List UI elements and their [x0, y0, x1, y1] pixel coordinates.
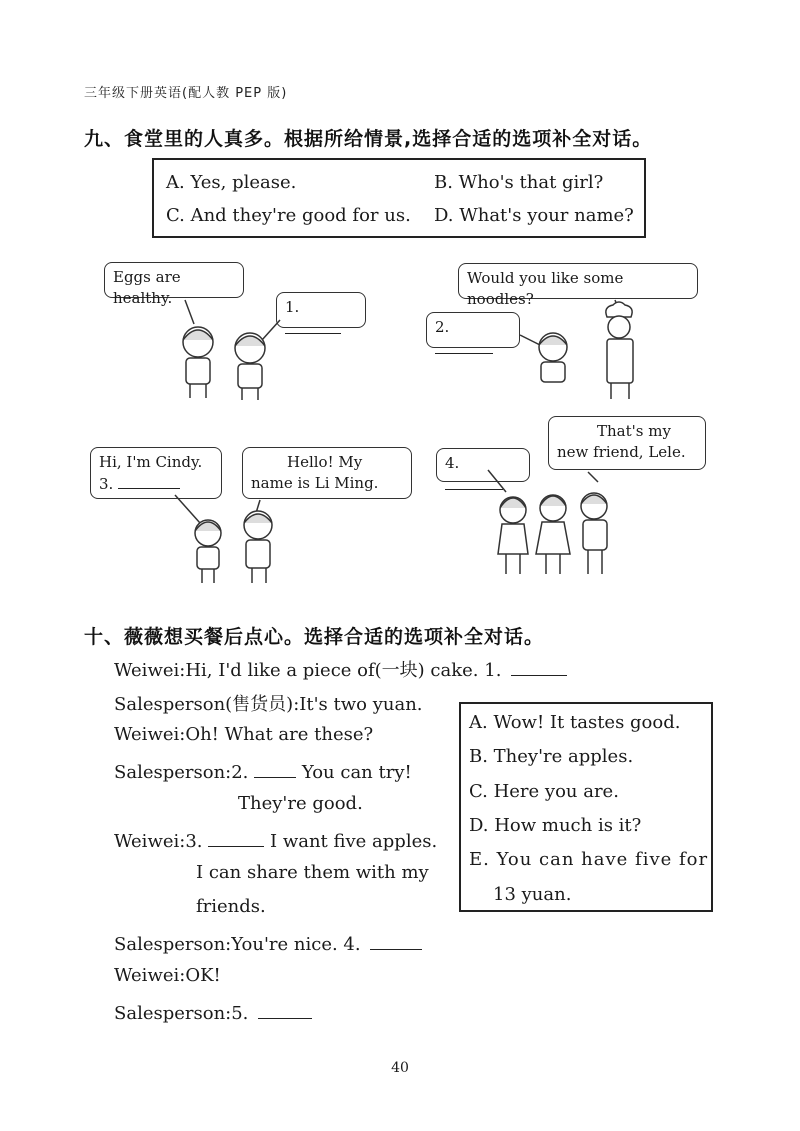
scene2-illustration [515, 295, 655, 405]
scene3-speech-bubble-right [242, 447, 412, 499]
speaker: Salesperson: [114, 934, 232, 955]
page-number: 40 [391, 1060, 409, 1076]
dialog-line-6 [114, 931, 422, 955]
speaker: Weiwei: [114, 831, 186, 852]
dialog-number: 3. [185, 831, 203, 852]
section-9-title: 九、食堂里的人真多。根据所给情景,选择合适的选项补全对话。 [84, 128, 653, 150]
speaker: Weiwei: [114, 660, 186, 681]
answer-blank-10-1[interactable] [511, 657, 567, 676]
scene2-blank-number: 2. [435, 318, 450, 336]
dialog-text: Oh! What are these? [185, 724, 374, 745]
option-b: B. Who's that girl? [434, 172, 604, 193]
section-10-option-box [459, 702, 713, 912]
speaker: Salesperson: [114, 1003, 232, 1024]
option-e-continued: 13 yuan. [493, 884, 572, 905]
scene4-illustration [488, 470, 628, 585]
dialog-line-7 [114, 965, 221, 986]
option-e: E. You can have five for [469, 849, 709, 870]
scene3-blank-number: 3. [99, 475, 114, 493]
option-a: A. Wow! It tastes good. [469, 712, 681, 733]
dialog-number: 2. [231, 762, 249, 783]
scene4-blank-number: 4. [445, 454, 460, 472]
dialog-line-5c: friends. [196, 896, 266, 917]
answer-blank-10-3[interactable] [208, 828, 264, 847]
scene2-speech-bubble-left [426, 312, 520, 348]
speaker: Salesperson(售货员): [114, 694, 300, 715]
dialog-line-8 [114, 1000, 312, 1024]
option-b: B. They're apples. [469, 746, 634, 767]
speaker: Salesperson: [114, 762, 232, 783]
scene3-bubble-greeting: Hi, I'm Cindy. [99, 453, 203, 471]
dialog-text: OK! [185, 965, 221, 986]
dialog-line-5b: I can share them with my [196, 862, 429, 883]
scene3-illustration [170, 495, 290, 590]
option-c: C. Here you are. [469, 781, 619, 802]
dialog-line-4b: They're good. [238, 793, 363, 814]
section-10-title: 十、薇薇想买餐后点心。选择合适的选项补全对话。 [84, 626, 545, 648]
dialog-number: 5. [231, 1003, 249, 1024]
dialog-text: You're nice. 4. [231, 934, 361, 955]
answer-blank-10-2[interactable] [254, 759, 296, 778]
speaker: Weiwei: [114, 724, 186, 745]
option-c: C. And they're good for us. [166, 205, 411, 226]
answer-blank-3[interactable] [118, 473, 180, 489]
answer-blank-10-5[interactable] [258, 1000, 312, 1019]
scene3-bubble-text: Hello! My name is Li Ming. [251, 453, 379, 492]
option-d: D. How much is it? [469, 815, 642, 836]
scene4-bubble-text: That's my new friend, Lele. [557, 422, 686, 461]
dialog-text: I want five apples. [269, 831, 438, 852]
section-9-option-box [152, 158, 646, 238]
book-header: 三年级下册英语(配人教 PEP 版) [84, 86, 288, 101]
answer-blank-2[interactable] [435, 338, 493, 354]
option-a: A. Yes, please. [166, 172, 297, 193]
dialog-text: You can try! [301, 762, 412, 783]
answer-blank-10-4[interactable] [370, 931, 422, 950]
option-d: D. What's your name? [434, 205, 634, 226]
scene2-bubble-text: Would you like some noodles? [467, 269, 624, 308]
dialog-line-5 [114, 828, 437, 852]
dialog-line-4 [114, 759, 412, 783]
dialog-text: Hi, I'd like a piece of(一块) cake. 1. [185, 660, 502, 681]
scene2-speech-bubble-right [458, 263, 698, 308]
dialog-line-2 [114, 690, 423, 716]
speaker: Weiwei: [114, 965, 186, 986]
dialog-line-3 [114, 724, 373, 745]
dialog-line-1 [114, 656, 567, 682]
scene1-blank-number: 1. [285, 298, 300, 316]
dialog-text: It's two yuan. [299, 694, 423, 715]
scene3-speech-bubble-left [90, 447, 222, 499]
scene1-bubble-text: Eggs are healthy. [113, 268, 181, 307]
scene1-illustration [150, 290, 300, 405]
scene4-speech-bubble-right [548, 416, 706, 470]
